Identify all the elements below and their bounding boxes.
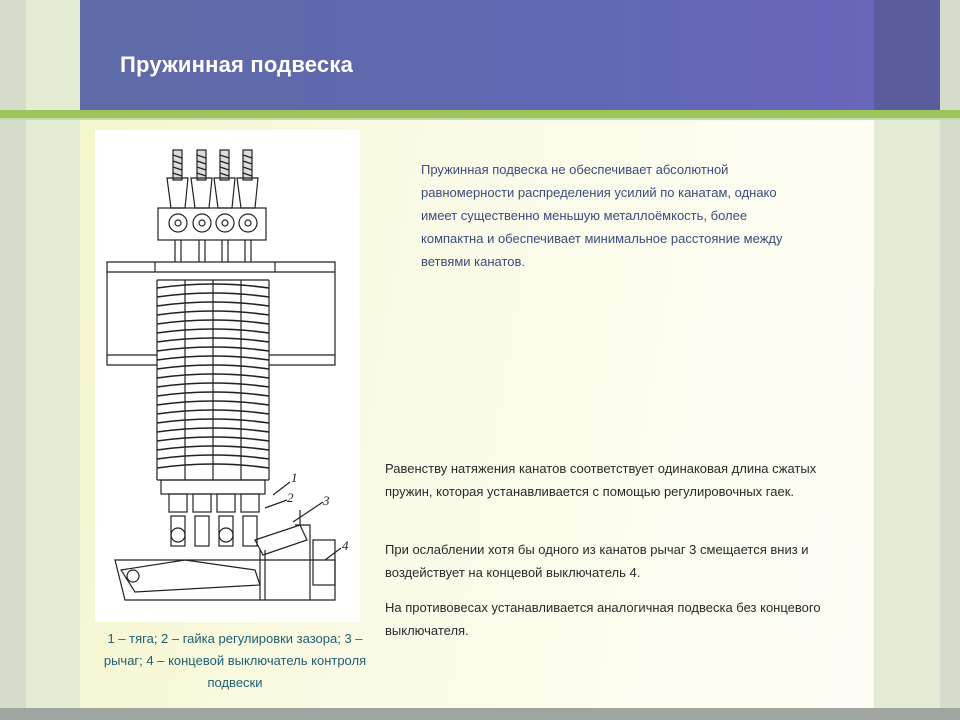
spring-suspension-svg — [95, 130, 360, 622]
adjusting-nuts — [161, 480, 265, 546]
left-panel — [26, 0, 80, 720]
wedge-sockets — [158, 178, 266, 240]
right-margin — [940, 0, 960, 720]
bottom-bar — [0, 708, 960, 720]
rope-ends — [173, 150, 252, 180]
spring-suspension-drawing — [95, 130, 360, 622]
label-2: 2 — [287, 490, 294, 505]
label-1: 1 — [291, 470, 298, 485]
paragraph-counterweight: На противовесах устанавливается аналогичная подвеска без концевого выключателя. — [385, 600, 821, 638]
label-3: 3 — [323, 493, 330, 508]
figure-caption: 1 – тяга; 2 – гайка регулировки зазора; 3 – рычаг; 4 – концевой выключатель контроля подвески — [103, 631, 367, 690]
left-margin — [0, 0, 26, 720]
slide-title: Пружинная подвеска — [120, 52, 354, 77]
springs — [157, 280, 269, 480]
accent-stripe — [0, 110, 960, 118]
header-accent — [874, 0, 940, 110]
label-4: 4 — [342, 538, 349, 553]
intro-text: Пружинная подвеска не обеспечивает абсолютной равномерности распределения усилий по канатам, однако имеет существенно меньшую металлоёмкость, более компактна и обеспечивает минимальное расстояние между ветвями канатов. — [421, 162, 783, 269]
paragraph-lever: При ослаблении хотя бы одного из канатов рычаг 3 смещается вниз и воздействует на концевой выключатель 4. — [385, 542, 809, 580]
lever-and-switch — [115, 510, 335, 600]
paragraph-springs: Равенству натяжения канатов соответствует одинаковая длина сжатых пружин, которая устанавливается с помощью регулировочных гаек. — [385, 461, 817, 499]
